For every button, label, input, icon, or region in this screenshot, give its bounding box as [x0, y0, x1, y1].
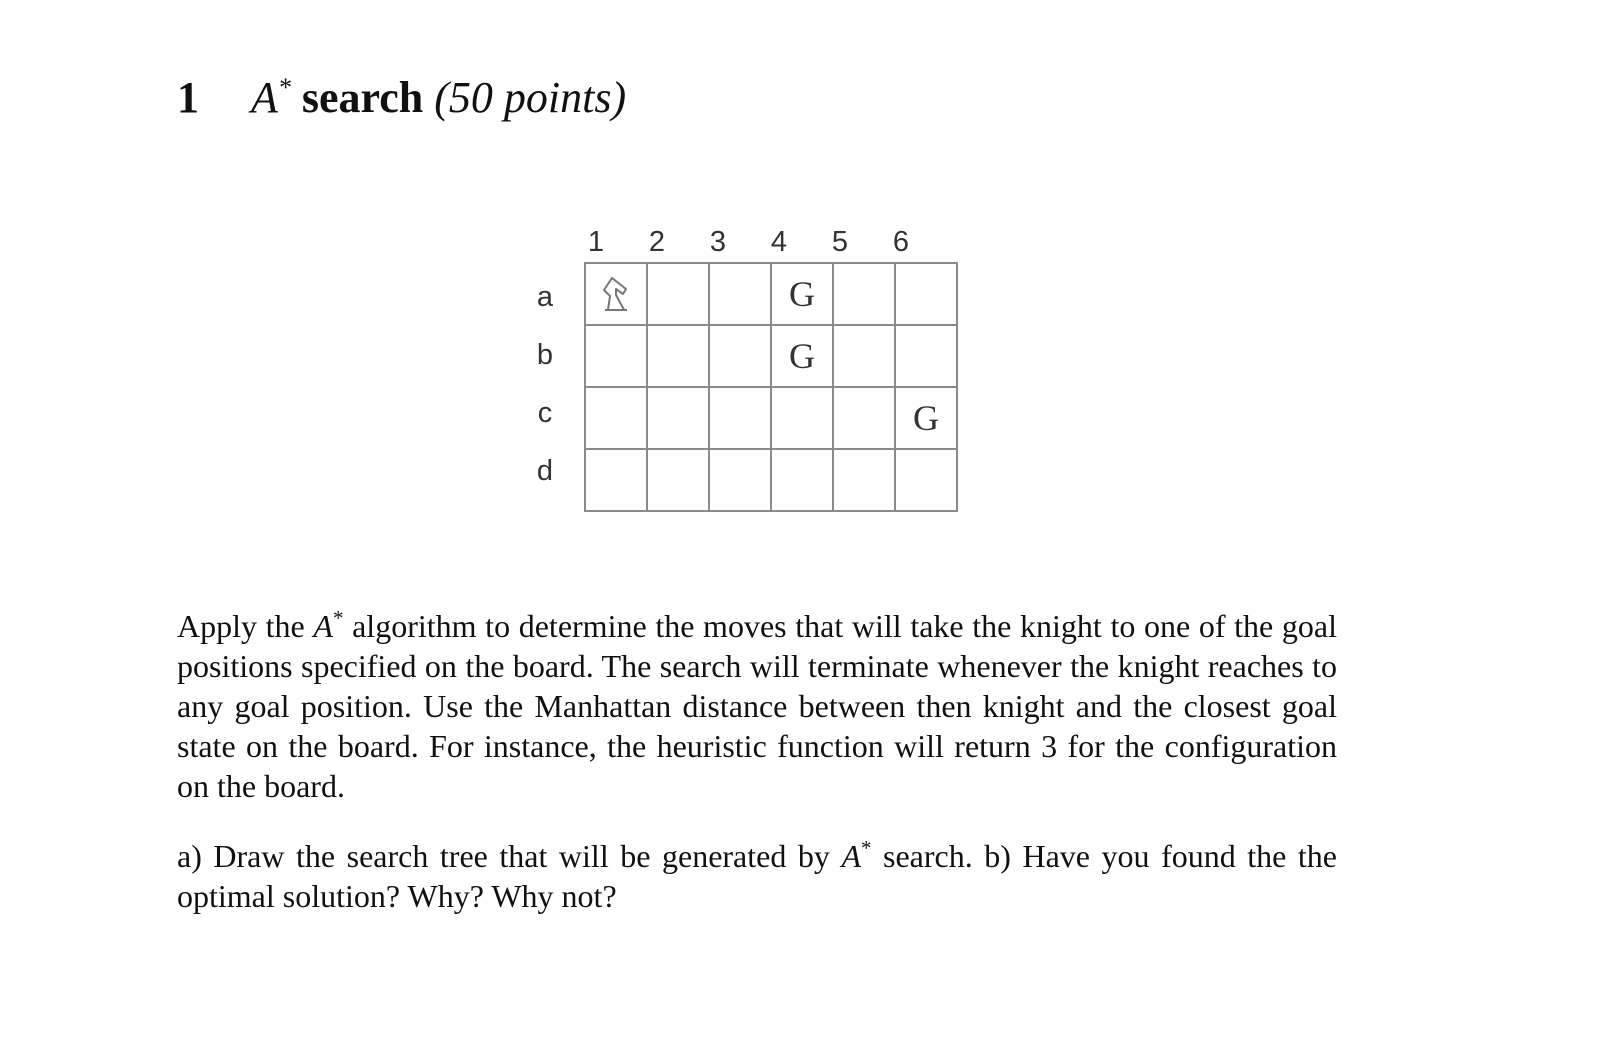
cell-d2 — [647, 449, 709, 511]
cell-c1 — [585, 387, 647, 449]
goal-cell-b4: G — [771, 325, 833, 387]
goal-cell-a4: G — [771, 263, 833, 325]
cell-b2 — [647, 325, 709, 387]
column-label-2: 2 — [648, 226, 666, 258]
knight-icon — [599, 274, 633, 314]
cell-b5 — [833, 325, 895, 387]
row-label-c: c — [537, 397, 553, 429]
column-label-1: 1 — [587, 226, 605, 258]
cell-a2 — [647, 263, 709, 325]
cell-d1 — [585, 449, 647, 511]
row-label-d: d — [536, 455, 554, 487]
cell-b3 — [709, 325, 771, 387]
column-label-4: 4 — [770, 226, 788, 258]
cell-c3 — [709, 387, 771, 449]
column-label-5: 5 — [831, 226, 849, 258]
title-star: * — [277, 73, 291, 102]
cell-c5 — [833, 387, 895, 449]
astar-symbol: A* — [313, 606, 344, 644]
chess-board — [584, 262, 958, 512]
cell-a3 — [709, 263, 771, 325]
cell-c4 — [771, 387, 833, 449]
board-row-d — [585, 449, 957, 511]
cell-d5 — [833, 449, 895, 511]
title-word: search — [301, 73, 424, 122]
problem-description: Apply the A* algorithm to determine the moves that will take the knight to one of the goal positions specified on the board. The search will terminate whenever the knight reaches to any goal position. Use the Manhattan distance between then knight and the closest goal state on the board. For instance, the heuristic function will return 3 for the configuration on the board. — [177, 606, 1338, 804]
board-row-c — [585, 387, 957, 449]
title-points: (50 points) — [434, 73, 627, 122]
section-number: 1 — [177, 73, 199, 122]
column-label-3: 3 — [709, 226, 727, 258]
row-label-b: b — [536, 339, 554, 371]
column-label-6: 6 — [892, 226, 910, 258]
cell-a6 — [895, 263, 957, 325]
astar-symbol: A* — [841, 836, 872, 874]
board-row-a — [585, 263, 957, 325]
section-heading — [177, 68, 626, 128]
title-symbol: A* — [251, 73, 291, 122]
cell-d3 — [709, 449, 771, 511]
goal-cell-c6: G — [895, 387, 957, 449]
cell-a5 — [833, 263, 895, 325]
cell-c2 — [647, 387, 709, 449]
cell-d4 — [771, 449, 833, 511]
cell-b6 — [895, 325, 957, 387]
cell-d6 — [895, 449, 957, 511]
board-row-b — [585, 325, 957, 387]
cell-a1 — [585, 263, 647, 325]
problem-questions: a) Draw the search tree that will be generated by A* search. b) Have you found the the optimal solution? Why? Why not? — [177, 836, 1338, 914]
cell-b1 — [585, 325, 647, 387]
row-label-a: a — [536, 281, 554, 313]
